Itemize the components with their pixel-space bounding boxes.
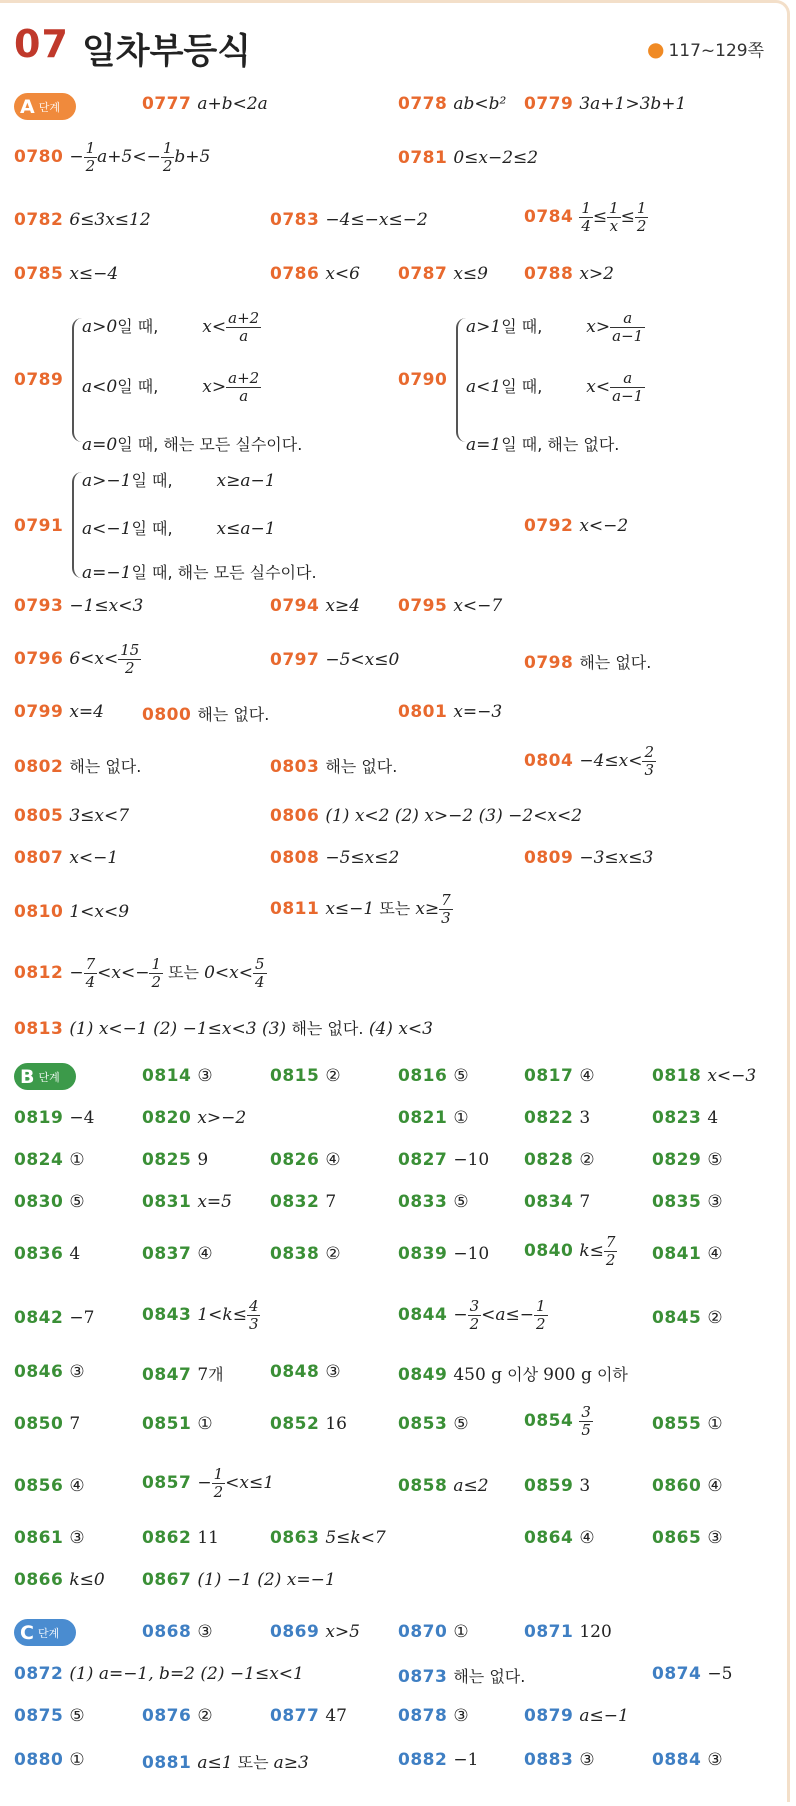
answer-0803: 0803 해는 없다. <box>270 757 398 777</box>
answer-0796: 0796 6<x< $\frac{15}{2}$ <box>14 641 140 677</box>
answer-0777: 0777 a+b<2a <box>142 94 268 114</box>
answer-0792: 0792 x<−2 <box>524 516 629 536</box>
case-line: a>1일 때, x> $\frac{a}{a-1}$ <box>466 309 644 345</box>
fraction: $\frac{1}{2}$ <box>162 139 173 175</box>
answer-0782: 0782 6≤3x≤12 <box>14 210 151 230</box>
answer-0855: 0855 ① <box>652 1414 723 1434</box>
answer-0880: 0880 ① <box>14 1750 85 1770</box>
answer-0827: 0827 −10 <box>398 1150 490 1170</box>
answer-0878: 0878 ③ <box>398 1706 469 1726</box>
level-badge-b: B 단계 <box>14 1063 76 1090</box>
answer-0863: 0863 5≤k<7 <box>270 1528 386 1548</box>
answer-0822: 0822 3 <box>524 1108 591 1128</box>
answer-0780: 0780 − $\frac{1}{2}$ a+5<− $\frac{1}{2}$ b+5 <box>14 139 211 175</box>
case-line: a>−1일 때, x≥a−1 <box>82 471 276 491</box>
fraction: $\frac{1}{2}$ <box>85 139 96 175</box>
answer-0808: 0808 −5≤x≤2 <box>270 848 400 868</box>
answer-0842: 0842 −7 <box>14 1308 95 1328</box>
answer-0860: 0860 ④ <box>652 1476 723 1496</box>
answer-0786: 0786 x<6 <box>270 264 360 284</box>
answer-0846: 0846 ③ <box>14 1362 85 1382</box>
answer-0856: 0856 ④ <box>14 1476 85 1496</box>
page-range: ● 117~129쪽 <box>646 37 764 61</box>
chapter-title: 일차부등식 <box>82 32 252 72</box>
answer-0791-number: 0791 <box>14 516 64 536</box>
answer-0834: 0834 7 <box>524 1192 591 1212</box>
answer-0806: 0806 (1) x<2 (2) x>−2 (3) −2<x<2 <box>270 806 583 826</box>
answer-0801: 0801 x=−3 <box>398 702 503 722</box>
answer-0807: 0807 x<−1 <box>14 848 119 868</box>
answer-0828: 0828 ② <box>524 1150 595 1170</box>
answer-0837: 0837 ④ <box>142 1244 213 1264</box>
answer-0835: 0835 ③ <box>652 1192 723 1212</box>
answer-0798: 0798 해는 없다. <box>524 653 652 673</box>
answer-0866: 0866 k≤0 <box>14 1570 105 1590</box>
answer-0789-number: 0789 <box>14 370 64 390</box>
answer-0817: 0817 ④ <box>524 1066 595 1086</box>
answer-0840: 0840 k≤ $\frac{7}{2}$ <box>524 1233 616 1269</box>
answer-0874: 0874 −5 <box>652 1664 733 1684</box>
bullet-icon: ● <box>646 37 665 61</box>
answer-0868: 0868 ③ <box>142 1622 213 1642</box>
answer-0783: 0783 −4≤−x≤−2 <box>270 210 428 230</box>
answer-0799: 0799 x=4 <box>14 702 104 722</box>
answer-0836: 0836 4 <box>14 1244 81 1264</box>
answer-0879: 0879 a≤−1 <box>524 1706 629 1726</box>
answer-0813: 0813 (1) x<−1 (2) −1≤x<3 (3) 해는 없다. (4) x<3 <box>14 1019 433 1039</box>
answer-0820: 0820 x>−2 <box>142 1108 247 1128</box>
answer-0872: 0872 (1) a=−1, b=2 (2) −1≤x<1 <box>14 1664 304 1684</box>
answer-0873: 0873 해는 없다. <box>398 1667 526 1687</box>
answer-0870: 0870 ① <box>398 1622 469 1642</box>
case-brace <box>72 318 82 442</box>
case-line: a=1일 때, 해는 없다. <box>466 435 620 455</box>
case-line: a=0일 때, 해는 모든 실수이다. <box>82 435 303 455</box>
answer-0809: 0809 −3≤x≤3 <box>524 848 654 868</box>
answer-0839: 0839 −10 <box>398 1244 490 1264</box>
answer-0857: 0857 − $\frac{1}{2}$ <x≤1 <box>142 1465 275 1501</box>
answer-0883: 0883 ③ <box>524 1750 595 1770</box>
case-brace <box>456 318 466 442</box>
answer-0867: 0867 (1) −1 (2) x=−1 <box>142 1570 336 1590</box>
answer-0800: 0800 해는 없다. <box>142 705 270 725</box>
answer-0794: 0794 x≥4 <box>270 596 360 616</box>
answer-0852: 0852 16 <box>270 1414 347 1434</box>
answer-0848: 0848 ③ <box>270 1362 341 1382</box>
answer-0829: 0829 ⑤ <box>652 1150 723 1170</box>
case-line: a>0일 때, x< $\frac{a+2}{a}$ <box>82 309 260 345</box>
answer-0845: 0845 ② <box>652 1308 723 1328</box>
answer-0814: 0814 ③ <box>142 1066 213 1086</box>
level-badge-c: C 단계 <box>14 1619 76 1646</box>
answer-0790-number: 0790 <box>398 370 448 390</box>
answer-0779: 0779 3a+1>3b+1 <box>524 94 687 114</box>
answer-0849: 0849 450 g 이상 900 g 이하 <box>398 1365 628 1385</box>
answer-0812: 0812 − $\frac{7}{4}$ <x<− $\frac{1}{2}$ 또는 0<x< $\frac{5}{4}$ <box>14 955 265 991</box>
answer-0882: 0882 −1 <box>398 1750 479 1770</box>
answer-0838: 0838 ② <box>270 1244 341 1264</box>
answer-0865: 0865 ③ <box>652 1528 723 1548</box>
answer-0824: 0824 ① <box>14 1150 85 1170</box>
case-line: a<1일 때, x< $\frac{a}{a-1}$ <box>466 369 644 405</box>
level-badge-a: A 단계 <box>14 93 76 120</box>
answer-0816: 0816 ⑤ <box>398 1066 469 1086</box>
answer-0858: 0858 a≤2 <box>398 1476 489 1496</box>
answer-0854: 0854 $\frac{3}{5}$ <box>524 1403 591 1439</box>
case-brace <box>72 472 82 578</box>
answer-0826: 0826 ④ <box>270 1150 341 1170</box>
answer-0811: 0811 x≤−1 또는 x≥ $\frac{7}{3}$ <box>270 891 451 927</box>
answer-0861: 0861 ③ <box>14 1528 85 1548</box>
case-line: a<0일 때, x> $\frac{a+2}{a}$ <box>82 369 260 405</box>
answer-0864: 0864 ④ <box>524 1528 595 1548</box>
answer-0871: 0871 120 <box>524 1622 612 1642</box>
answer-0802: 0802 해는 없다. <box>14 757 142 777</box>
answer-0830: 0830 ⑤ <box>14 1192 85 1212</box>
answer-0875: 0875 ⑤ <box>14 1706 85 1726</box>
answer-0877: 0877 47 <box>270 1706 347 1726</box>
answer-0841: 0841 ④ <box>652 1244 723 1264</box>
case-line: a<−1일 때, x≤a−1 <box>82 519 276 539</box>
answer-0787: 0787 x≤9 <box>398 264 488 284</box>
answer-0805: 0805 3≤x<7 <box>14 806 130 826</box>
answer-0793: 0793 −1≤x<3 <box>14 596 144 616</box>
answer-0881: 0881 a≤1 또는 a≥3 <box>142 1753 309 1773</box>
answer-0884: 0884 ③ <box>652 1750 723 1770</box>
case-line: a=−1일 때, 해는 모든 실수이다. <box>82 563 317 583</box>
answer-0851: 0851 ① <box>142 1414 213 1434</box>
answer-0795: 0795 x<−7 <box>398 596 503 616</box>
answer-0797: 0797 −5<x≤0 <box>270 650 400 670</box>
answer-0781: 0781 0≤x−2≤2 <box>398 148 539 168</box>
answer-0843: 0843 1<k≤ $\frac{4}{3}$ <box>142 1297 259 1333</box>
answer-0778: 0778 ab<b² <box>398 94 507 114</box>
answer-0876: 0876 ② <box>142 1706 213 1726</box>
answer-0831: 0831 x=5 <box>142 1192 232 1212</box>
answer-0847: 0847 7개 <box>142 1365 224 1385</box>
answer-0823: 0823 4 <box>652 1108 719 1128</box>
answer-0862: 0862 11 <box>142 1528 219 1548</box>
answer-0821: 0821 ① <box>398 1108 469 1128</box>
answer-0825: 0825 9 <box>142 1150 209 1170</box>
answer-0869: 0869 x>5 <box>270 1622 360 1642</box>
answer-0810: 0810 1<x<9 <box>14 902 130 922</box>
answer-0844: 0844 − $\frac{3}{2}$ <a≤− $\frac{1}{2}$ <box>398 1297 546 1333</box>
answer-0818: 0818 x<−3 <box>652 1066 757 1086</box>
answer-0832: 0832 7 <box>270 1192 337 1212</box>
answer-0819: 0819 −4 <box>14 1108 95 1128</box>
answer-0850: 0850 7 <box>14 1414 81 1434</box>
answer-0853: 0853 ⑤ <box>398 1414 469 1434</box>
answer-0833: 0833 ⑤ <box>398 1192 469 1212</box>
answer-0785: 0785 x≤−4 <box>14 264 119 284</box>
answer-0815: 0815 ② <box>270 1066 341 1086</box>
answer-0784: 0784 $\frac{1}{4}$ ≤ $\frac{1}{x}$ ≤ $\frac{1}{2}$ <box>524 199 647 235</box>
answer-0788: 0788 x>2 <box>524 264 614 284</box>
answer-0859: 0859 3 <box>524 1476 591 1496</box>
chapter-number: 07 <box>14 22 69 66</box>
answer-0804: 0804 −4≤x< $\frac{2}{3}$ <box>524 743 655 779</box>
